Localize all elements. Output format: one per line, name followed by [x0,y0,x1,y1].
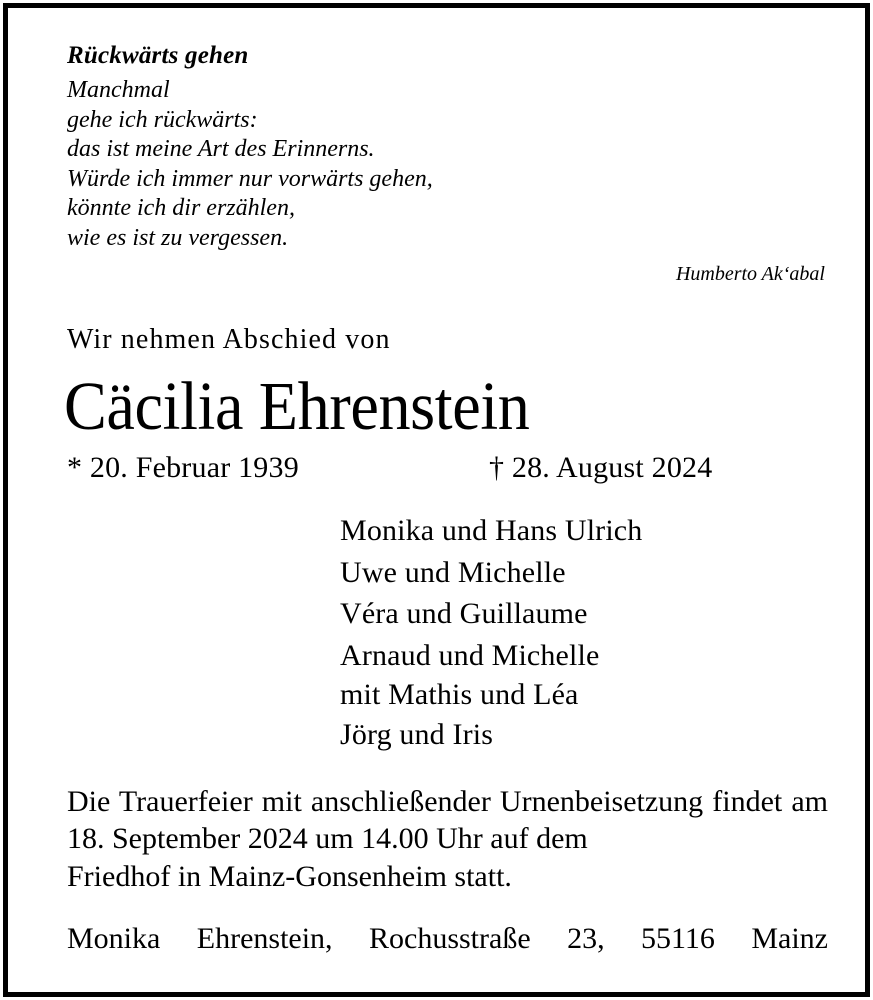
announcement-intro: Wir nehmen Abschied von [67,324,391,355]
poem-line-2: gehe ich rückwärts: [67,106,258,133]
survivor-line: Véra und Guillaume [340,597,588,630]
service-details-last-line: Friedhof in Mainz-Gonsenheim statt. [67,859,512,893]
poem-title: Rückwärts gehen [67,42,249,69]
birth-date: * 20. Februar 1939 [67,451,299,484]
survivor-line: mit Mathis und Léa [340,678,579,711]
dates-row [67,449,747,489]
contact-address: Monika Ehrenstein, Rochusstraße 23, 55116 Mainz [67,922,828,955]
service-details-text: Die Trauerfeier mit anschließender Urnenbeisetzung findet am 18. September 2024 um 14.00 Uhr auf dem [67,784,828,855]
survivor-line: Uwe und Michelle [340,555,566,589]
death-date: † 28. August 2024 [489,451,713,484]
survivors-block [30,510,843,756]
poem-line-3: das ist meine Art des Erinnerns. [67,136,375,162]
service-details [67,783,828,896]
poem-line-1: Manchmal [67,77,170,103]
obituary-frame [3,3,870,997]
poem-line-4: Würde ich immer nur vorwärts gehen, [67,165,433,192]
survivor-line: Monika und Hans Ulrich [340,514,643,547]
poem-block [30,8,843,253]
poem-line-6: wie es ist zu vergessen. [67,224,289,251]
survivor-line: Arnaud und Michelle [340,638,600,672]
deceased-name: Cäcilia Ehrenstein [64,368,530,444]
poem-line-5: könnte ich dir erzählen, [67,195,295,221]
survivor-line: Jörg und Iris [340,718,494,751]
poem-attribution: Humberto Ak‘abal [675,263,825,285]
